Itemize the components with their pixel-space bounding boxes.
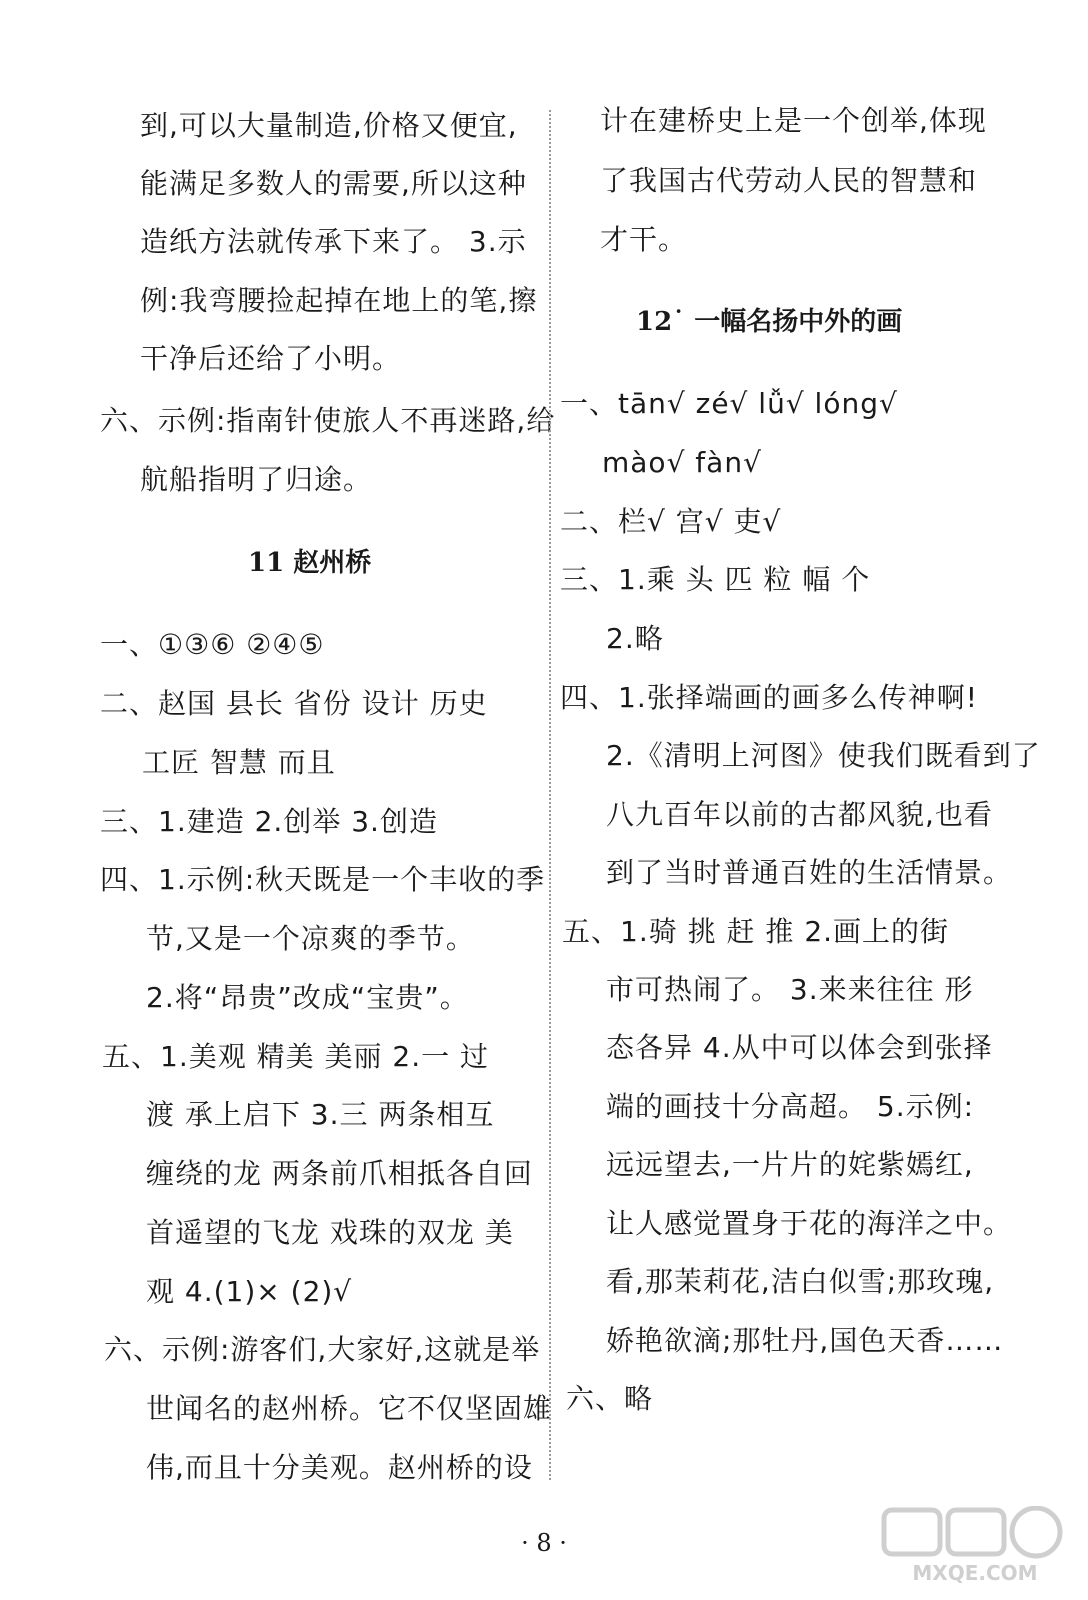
text-line: 缠绕的龙 两条前爪相抵各自回 (146, 1157, 533, 1190)
text-line: 2.略 (606, 622, 664, 655)
text-line: 造纸方法就传承下来了。 3.示 (140, 225, 527, 258)
column-divider (549, 110, 551, 1480)
text-line: 伟,而且十分美观。赵州桥的设 (146, 1451, 533, 1484)
text-line: 四、1.张择端画的画多么传神啊! (560, 681, 978, 714)
text-line: 才干。 (600, 223, 688, 256)
text-line: 看,那茉莉花,洁白似雪;那玫瑰, (606, 1265, 995, 1298)
text-line: 到了当时普通百姓的生活情景。 (606, 856, 1013, 889)
text-line: 四、1.示例:秋天既是一个丰收的季 (100, 863, 546, 896)
text-line: 例:我弯腰捡起掉在地上的笔,擦 (140, 284, 538, 317)
text-line: 让人感觉置身于花的海洋之中。 (606, 1207, 1013, 1240)
text-line: 干净后还给了小明。 (140, 342, 402, 375)
text-line: 一、tān√ zé√ lǚ√ lóng√ (560, 387, 898, 420)
text-line: 2.《清明上河图》使我们既看到了 (606, 739, 1041, 772)
text-line: 二、赵国 县长 省份 设计 历史 (100, 687, 488, 720)
text-line: 2.将“昂贵”改成“宝贵”。 (146, 981, 469, 1014)
text-line: mào√ fàn√ (602, 446, 762, 479)
page-number: · 8 · (521, 1529, 567, 1557)
text-line: 航船指明了归途。 (140, 463, 373, 496)
text-line: 五、1.骑 挑 赶 推 2.画上的街 (562, 915, 950, 948)
text-line: 世闻名的赵州桥。它不仅坚固雄 (146, 1392, 553, 1425)
text-line: 三、1.建造 2.创举 3.创造 (100, 805, 438, 838)
text-line: 六、略 (566, 1382, 654, 1415)
text-line: 六、示例:指南针使旅人不再迷路,给 (100, 404, 556, 437)
text-line: 二、栏√ 宫√ 吏√ (560, 505, 782, 538)
text-line: 三、1.乘 头 匹 粒 幅 个 (560, 563, 871, 596)
text-line: 渡 承上启下 3.三 两条相互 (146, 1098, 495, 1131)
text-line: 了我国古代劳动人民的智慧和 (600, 164, 978, 197)
watermark-text: MXQE.COM (912, 1561, 1038, 1585)
text-line: 娇艳欲滴;那牡丹,国色天香…… (606, 1324, 1004, 1357)
text-line: 到,可以大量制造,价格又便宜, (140, 109, 518, 142)
text-line: 市可热闹了。 3.来来往往 形 (606, 973, 974, 1006)
text-line: 一、①③⑥ ②④⑤ (100, 628, 325, 661)
text-line: 八九百年以前的古都风貌,也看 (606, 798, 993, 831)
section-title-12: 12˙ 一幅名扬中外的画 (636, 307, 903, 337)
text-line: 能满足多数人的需要,所以这种 (140, 167, 527, 200)
text-line: 五、1.美观 精美 美丽 2.一 过 (102, 1040, 490, 1073)
text-line: 端的画技十分高超。 5.示例: (606, 1090, 975, 1123)
watermark-logo-icon (880, 1506, 1070, 1586)
text-line: 态各异 4.从中可以体会到张择 (606, 1031, 993, 1064)
text-line: 六、示例:游客们,大家好,这就是举 (104, 1333, 541, 1366)
section-title-11: 11 赵州桥 (248, 548, 372, 578)
text-line: 工匠 智慧 而且 (142, 746, 336, 779)
text-line: 观 4.(1)× (2)√ (146, 1275, 353, 1308)
text-line: 远远望去,一片片的姹紫嫣红, (606, 1148, 974, 1181)
text-line: 计在建桥史上是一个创举,体现 (600, 104, 987, 137)
text-line: 节,又是一个凉爽的季节。 (146, 922, 475, 955)
text-line: 首遥望的飞龙 戏珠的双龙 美 (146, 1216, 514, 1249)
